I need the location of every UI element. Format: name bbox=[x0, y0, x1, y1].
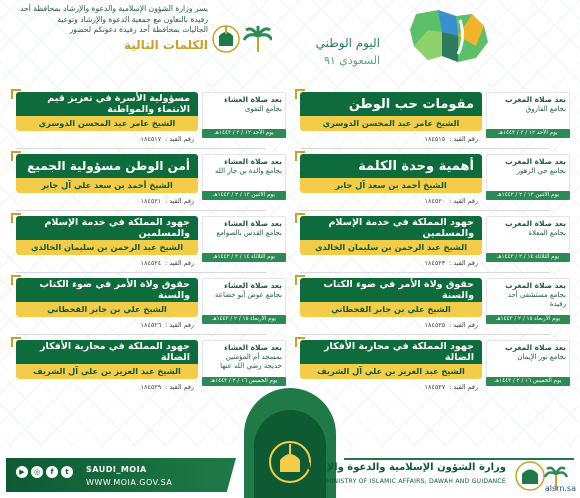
lecture-case-number bbox=[300, 257, 482, 269]
header-intro bbox=[12, 4, 208, 52]
social-icons bbox=[16, 466, 73, 478]
gold-corner bbox=[295, 151, 305, 161]
lecture-place: بجامع القدس بالصوامع bbox=[216, 229, 282, 237]
mosque-logo-icon bbox=[212, 22, 272, 56]
gold-corner bbox=[295, 337, 305, 347]
gold-corner bbox=[295, 89, 305, 99]
case-value: ١٨٤٥٢٤ bbox=[140, 259, 162, 267]
case-value: ١٨٤٥٢١ bbox=[140, 197, 162, 205]
intro-line: الجاليات بمحافظة أحد رفيدة دعوتكم لحضور bbox=[69, 25, 208, 34]
lecture-place: بجامع مستشفى أحد رفيدة bbox=[507, 291, 566, 308]
lecture-place: بجامع حي الزهور bbox=[516, 167, 566, 175]
divider bbox=[16, 272, 266, 273]
lecture-speaker: الشيخ علي بن جابر القحطاني bbox=[16, 302, 198, 317]
palm-logo-icon bbox=[244, 26, 272, 52]
gold-corner bbox=[11, 275, 21, 285]
lecture-date: يوم الثلاثاء ١٤ / ٢ / ١٤٤٣هـ bbox=[202, 253, 286, 262]
lecture-case-number bbox=[300, 195, 482, 207]
lecture-card bbox=[296, 216, 570, 278]
watermark: alsrn.sa bbox=[544, 484, 576, 493]
gold-corner bbox=[11, 151, 21, 161]
lecture-place: بجامع والدة بن جار الله bbox=[214, 167, 282, 175]
case-label: رقم القيد : bbox=[165, 197, 194, 205]
footer-arch-inner bbox=[254, 410, 326, 498]
lecture-title-text: أهمية وحدة الكلمة bbox=[358, 158, 474, 174]
lecture-title bbox=[16, 278, 198, 302]
divider bbox=[16, 210, 266, 211]
ministry-logos bbox=[212, 22, 272, 56]
case-value: ١٨٤٥١٧ bbox=[140, 135, 162, 143]
lecture-case-number bbox=[300, 133, 482, 145]
lecture-speaker: الشيخ عبد العزيز بن علي آل الشريف bbox=[16, 364, 198, 379]
lecture-date: يوم الأحد ١٢ / ٢ / ١٤٤٣هـ bbox=[486, 129, 570, 138]
footer-website[interactable]: WWW.MOIA.GOV.SA bbox=[86, 478, 173, 487]
divider bbox=[16, 148, 266, 149]
case-label: رقم القيد : bbox=[165, 321, 194, 329]
divider bbox=[300, 210, 550, 211]
lecture-speaker: الشيخ عامر عبد المحسن الدوسري bbox=[300, 116, 482, 131]
lecture-card bbox=[296, 340, 570, 402]
lecture-title bbox=[16, 340, 198, 364]
intro-line: رفيدة بالتعاون مع جمعية الدعوة والإرشاد وتوعية bbox=[57, 14, 208, 24]
case-label: رقم القيد : bbox=[165, 135, 194, 143]
lecture-title bbox=[300, 92, 482, 116]
lecture-title-text: جهود المملكة في محاربة الأفكار الضالة bbox=[324, 341, 474, 363]
divider bbox=[300, 148, 550, 149]
lecture-case-number bbox=[16, 319, 198, 331]
gold-corner bbox=[295, 275, 305, 285]
case-value: ١٨٤٥٢٧ bbox=[424, 383, 446, 391]
lecture-place: بجامع الفاروق bbox=[525, 105, 566, 113]
lecture-title bbox=[300, 216, 482, 240]
lecture-case-number bbox=[16, 195, 198, 207]
lecture-place: بجامع المعلاة bbox=[528, 229, 566, 237]
footer-ministry-ar: وزارة الشؤون الإسلامية والدعوة والإرشاد bbox=[302, 462, 506, 473]
national-day-logo bbox=[315, 6, 498, 86]
lecture-time: بعد صلاة المغرب bbox=[505, 343, 566, 352]
gold-corner bbox=[11, 337, 21, 347]
case-value: ١٨٤٥٢٣ bbox=[424, 259, 446, 267]
lecture-time: بعد صلاة العشاء bbox=[224, 343, 282, 352]
lecture-card bbox=[296, 92, 570, 154]
lecture-title-text: أمن الوطن مسؤولية الجميع bbox=[27, 159, 190, 173]
lecture-time: بعد صلاة المغرب bbox=[505, 281, 566, 290]
lecture-title-text: مقومات حب الوطن bbox=[348, 96, 474, 112]
lecture-title bbox=[300, 340, 482, 364]
lecture-card bbox=[12, 340, 286, 402]
footer-ministry-en: MINISTRY OF ISLAMIC AFFAIRS, DAWAH AND GUIDANCE bbox=[326, 478, 506, 485]
lecture-title bbox=[300, 154, 482, 178]
lecture-title-text: جهود المملكة في خدمة الإسلام والمسلمين bbox=[328, 217, 474, 239]
case-value: ١٨٤٥٢٩ bbox=[140, 383, 162, 391]
case-label: رقم القيد : bbox=[449, 259, 478, 267]
footer-handle: SAUDI_MOIA bbox=[86, 465, 147, 474]
lecture-place: بجامع عوض أبو خضاعة bbox=[215, 291, 282, 299]
lecture-title-text: حقوق ولاة الأمر في ضوء الكتاب والسنة bbox=[39, 279, 190, 301]
lecture-speaker: الشيخ عبد الرحمن بن سليمان الخالدي bbox=[300, 240, 482, 255]
lecture-time: بعد صلاة المغرب bbox=[505, 95, 566, 104]
lecture-place: بجامع نور الإيمان bbox=[517, 353, 566, 361]
lecture-title-text: مسؤولية الأسرة في تعزيز قيم الانتماء والمواطنة bbox=[47, 93, 190, 115]
case-value: ١٨٤٥٢٠ bbox=[424, 197, 446, 205]
divider bbox=[300, 272, 550, 273]
lecture-speaker: الشيخ عبد الرحمن بن سليمان الخالدي bbox=[16, 240, 198, 255]
twitter-icon[interactable]: t bbox=[61, 466, 73, 478]
lecture-card bbox=[296, 278, 570, 340]
lecture-time: بعد صلاة المغرب bbox=[505, 157, 566, 166]
lecture-case-number bbox=[300, 381, 482, 393]
case-label: رقم القيد : bbox=[449, 197, 478, 205]
lecture-card bbox=[12, 92, 286, 154]
lecture-speaker: الشيخ أحمد بن سعد آل جابر bbox=[300, 178, 482, 193]
lecture-case-number bbox=[16, 381, 198, 393]
lecture-speaker: الشيخ عامر عبد المحسن الدوسري bbox=[16, 116, 198, 131]
lecture-title bbox=[16, 216, 198, 240]
lecture-date: يوم الاثنين ١٣ / ٢ / ١٤٤٣هـ bbox=[202, 191, 286, 200]
lecture-card bbox=[296, 154, 570, 216]
gold-corner bbox=[11, 213, 21, 223]
gold-corner bbox=[11, 89, 21, 99]
lecture-date: يوم الأحد ١٢ / ٢ / ١٤٤٣هـ bbox=[202, 129, 286, 138]
case-value: ١٨٤٥٢٥ bbox=[424, 321, 446, 329]
lecture-place: بجامع التقوى bbox=[244, 105, 282, 113]
lecture-time: بعد صلاة العشاء bbox=[224, 95, 282, 104]
lecture-case-number bbox=[300, 319, 482, 331]
footer-arch bbox=[244, 388, 336, 498]
divider bbox=[300, 334, 550, 335]
case-value: ١٨٤٥٢٦ bbox=[140, 321, 162, 329]
youtube-icon[interactable]: ▶ bbox=[16, 466, 28, 478]
lecture-speaker: الشيخ عبد العزيز بن علي آل الشريف bbox=[300, 364, 482, 379]
lecture-time: بعد صلاة العشاء bbox=[224, 281, 282, 290]
instagram-icon[interactable]: ◎ bbox=[31, 466, 43, 478]
lecture-date: يوم الخميس ١٦ / ٢ / ١٤٤٣هـ bbox=[486, 377, 570, 386]
lecture-date: يوم الثلاثاء ١٤ / ٢ / ١٤٤٣هـ bbox=[486, 253, 570, 262]
case-label: رقم القيد : bbox=[449, 321, 478, 329]
lessons-title: الكلمات التالية bbox=[124, 37, 208, 52]
lecture-date: يوم الأربعاء ١٥ / ٢ / ١٤٤٣هـ bbox=[486, 315, 570, 324]
lecture-card bbox=[12, 154, 286, 216]
lecture-time: بعد صلاة المغرب bbox=[505, 219, 566, 228]
lecture-title-text: جهود المملكة في محاربة الأفكار الضالة bbox=[40, 341, 190, 363]
national-day-subtitle: السعودي ٩١ bbox=[323, 54, 380, 67]
lecture-card bbox=[12, 278, 286, 340]
lecture-date: يوم الخميس ١٦ / ٢ / ١٤٤٣هـ bbox=[202, 377, 286, 386]
case-value: ١٨٤٥١٥ bbox=[424, 135, 446, 143]
lecture-title bbox=[16, 154, 198, 178]
lecture-date: يوم الأربعاء ١٥ / ٢ / ١٤٤٣هـ bbox=[202, 315, 286, 324]
case-label: رقم القيد : bbox=[165, 383, 194, 391]
divider bbox=[16, 334, 266, 335]
lecture-case-number bbox=[16, 257, 198, 269]
saudi-map-logo-icon bbox=[398, 6, 494, 66]
case-label: رقم القيد : bbox=[449, 383, 478, 391]
lecture-case-number bbox=[16, 133, 198, 145]
lecture-speaker: الشيخ علي بن جابر القحطاني bbox=[300, 302, 482, 317]
lecture-title bbox=[16, 92, 198, 116]
lecture-place: بمسجد أم المؤمنين خديجة رضي الله عنها bbox=[220, 353, 282, 370]
national-day-title: اليوم الوطني bbox=[315, 36, 380, 50]
case-label: رقم القيد : bbox=[165, 259, 194, 267]
gold-corner bbox=[295, 213, 305, 223]
lecture-title-text: جهود المملكة في خدمة الإسلام والمسلمين bbox=[44, 217, 190, 239]
lecture-speaker: الشيخ أحمد بن سعد علي آل جابر bbox=[16, 178, 198, 193]
case-label: رقم القيد : bbox=[449, 135, 478, 143]
lecture-time: بعد صلاة العشاء bbox=[224, 219, 282, 228]
lecture-time: بعد صلاة العشاء bbox=[224, 157, 282, 166]
lecture-title-text: حقوق ولاة الأمر في ضوء الكتاب والسنة bbox=[323, 279, 474, 301]
intro-line: يسر وزارة الشؤون الإسلامية والدعوة والإرشاد بمحافظة أحد bbox=[20, 4, 208, 13]
facebook-icon[interactable]: f bbox=[46, 466, 58, 478]
lecture-title bbox=[300, 278, 482, 302]
lecture-date: يوم الاثنين ١٣ / ٢ / ١٤٤٣هـ bbox=[486, 191, 570, 200]
lecture-card bbox=[12, 216, 286, 278]
